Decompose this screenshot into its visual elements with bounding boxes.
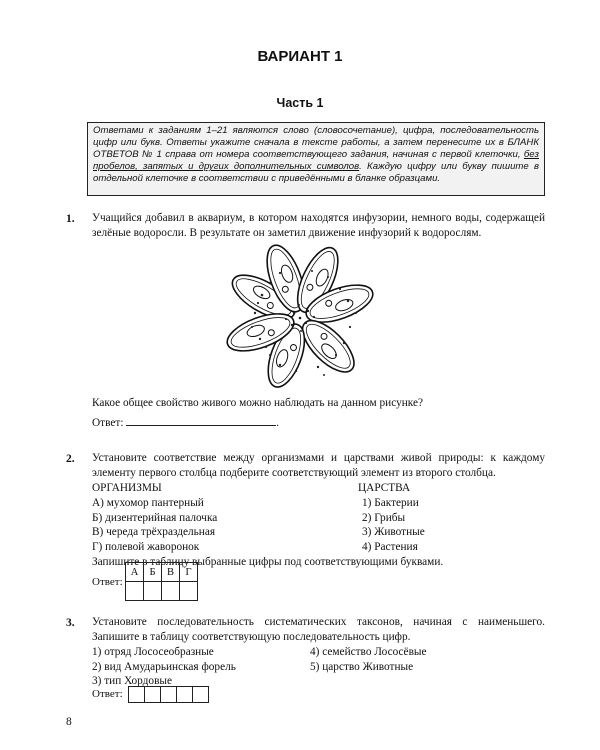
q3-text: Установите последовательность систематических таксонов, начиная с наименьшего. Запишите в таблицу соответствующую последовательность цифр. bbox=[92, 616, 545, 643]
q2-text: Установите соответствие между организмами и царствами живой природы: к каждому элементу первого столбца подберите соответствующий элемент из второго столбца. bbox=[92, 452, 545, 479]
list-item: 1) Бактерии bbox=[362, 497, 419, 509]
q3-options-right bbox=[310, 645, 427, 674]
table-header-g: Г bbox=[180, 563, 198, 582]
answer-box[interactable] bbox=[176, 686, 193, 703]
answer-cell-b[interactable] bbox=[144, 582, 162, 601]
q1-text: Учащийся добавил в аквариум, в котором находятся инфузории, немного воды, содержащей зелёные водоросли. В результате он заметил движение инфузорий к водорослям. bbox=[92, 212, 545, 239]
page-number: 8 bbox=[66, 716, 72, 728]
q1-answer-label: Ответ: bbox=[92, 417, 124, 429]
part-title: Часть 1 bbox=[276, 96, 324, 110]
list-item: 3) тип Хордовые bbox=[92, 675, 173, 688]
table-header-a: А bbox=[126, 563, 144, 582]
paramecia-illustration bbox=[200, 243, 400, 393]
q2-col1-header: ОРГАНИЗМЫ bbox=[92, 482, 162, 494]
answer-box[interactable] bbox=[144, 686, 161, 703]
instructions-box bbox=[87, 122, 545, 196]
q2-kingdoms-list bbox=[362, 496, 425, 554]
q2-number: 2. bbox=[66, 453, 75, 465]
variant-title: ВАРИАНТ 1 bbox=[257, 48, 343, 65]
list-item: 2) вид Амударьинская форель bbox=[92, 660, 236, 673]
q1-answer-line[interactable] bbox=[126, 415, 276, 426]
list-item: 3) Животные bbox=[362, 526, 425, 539]
instructions-text-1: Ответами к заданиям 1–21 являются слово (словосочетание), цифра, последовательность цифр или букв. Ответы укажите сначала в тексте работы, а затем перенесите их в БЛАНК ОТВЕТОВ № 1 справа от номера соответствующего задания, начиная с первой клеточки, bbox=[93, 125, 539, 161]
list-item: А) мухомор пантерный bbox=[92, 497, 204, 509]
q2-answer-table bbox=[125, 562, 198, 601]
q2-organisms-list bbox=[92, 496, 217, 554]
instructions-underlined: без пробелов, запятых и других дополнительных символов bbox=[93, 149, 539, 173]
list-item: 4) семейство Лососёвые bbox=[310, 646, 427, 658]
q2-table-instruction: Запишите в таблицу выбранные цифры под соответствующими буквами. bbox=[92, 556, 444, 568]
list-item: 1) отряд Лососеобразные bbox=[92, 646, 214, 658]
table-header-b: Б bbox=[144, 563, 162, 582]
q3-answer-label: Ответ: bbox=[92, 688, 123, 700]
q2-col2-header: ЦАРСТВА bbox=[358, 482, 411, 494]
answer-box[interactable] bbox=[192, 686, 209, 703]
list-item: Г) полевой жаворонок bbox=[92, 540, 200, 553]
q1-answer-row bbox=[92, 415, 279, 431]
list-item: Б) дизентерийная палочка bbox=[92, 511, 218, 524]
q1-question: Какое общее свойство живого можно наблюдать на данном рисунке? bbox=[92, 397, 423, 409]
answer-cell-a[interactable] bbox=[126, 582, 144, 601]
q2-answer-label: Ответ: bbox=[92, 576, 123, 588]
q3-answer-boxes bbox=[128, 686, 208, 708]
table-header-v: В bbox=[162, 563, 180, 582]
q1-number: 1. bbox=[66, 213, 75, 225]
answer-cell-v[interactable] bbox=[162, 582, 180, 601]
instructions-text-2: . Каждую цифру или букву пишите в отдельной клеточке в соответствии с приведёнными в бланке образцами. bbox=[93, 161, 539, 185]
q3-number: 3. bbox=[66, 617, 75, 629]
list-item: 5) царство Животные bbox=[310, 660, 414, 673]
list-item: 2) Грибы bbox=[362, 511, 406, 524]
answer-box[interactable] bbox=[160, 686, 177, 703]
answer-box[interactable] bbox=[128, 686, 145, 703]
list-item: 4) Растения bbox=[362, 540, 418, 553]
q1-answer-end: . bbox=[276, 417, 280, 429]
list-item: В) череда трёхраздельная bbox=[92, 526, 216, 539]
q3-options-left bbox=[92, 645, 236, 689]
answer-cell-g[interactable] bbox=[180, 582, 198, 601]
